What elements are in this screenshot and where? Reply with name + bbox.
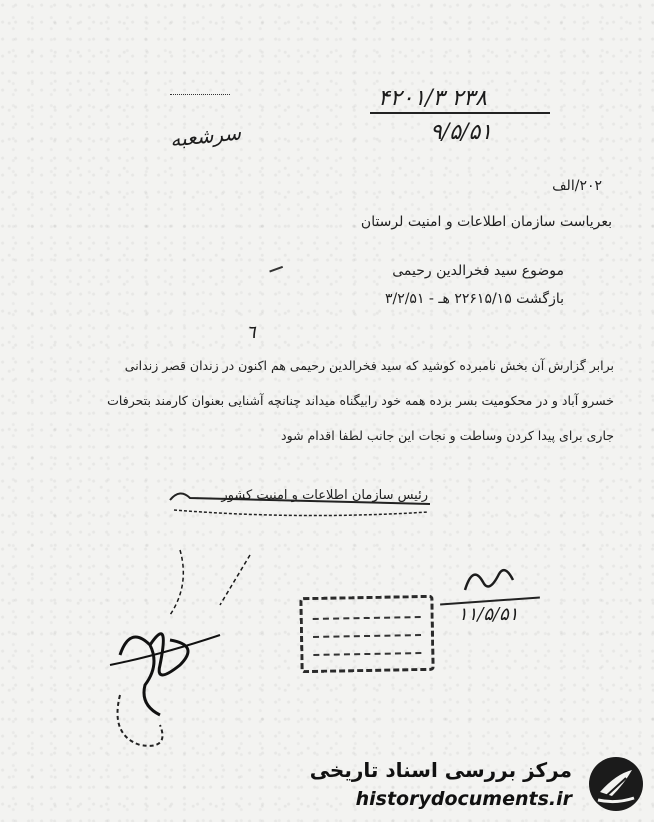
addressee: بعریاست سازمان اطلاعات و امنیت لرستان [360,214,612,230]
footer-url[interactable]: historydocuments.ir [355,788,572,810]
subject-line: موضوع سید فخرالدین رحیمی [392,263,564,279]
small-mark: ٦ [246,322,256,343]
signature [100,545,260,755]
header-date: ۹/۵/۵۱ [430,120,493,145]
body-line-3: جاری برای پیدا کردن وساطت و نجات این جانب لطفا اقدام شود [281,428,614,443]
handwritten-initial [455,560,525,600]
reference-line: بازگشت ۲۲۶۱۵/۱۵ هـ - ۳/۲/۵۱ [384,291,564,307]
closing-flourish [160,480,440,520]
body-line-1: برابر گزارش آن بخش نامبرده کوشید که سید فخرالدین رحیمی هم اکنون در زندان قصر زندانی [124,358,614,373]
stray-mark [269,266,285,277]
body-line-2: خسرو آباد و در محکومیت بسر برده همه خود رابیگناه میداند چنانچه آشنایی بعنوان کارمند بتحرفات [107,393,614,408]
handwritten-date: ۱۱/۵/۵۱ [458,604,519,625]
header-underline [370,112,550,114]
footer-title: مرکز بررسی اسناد تاریخی [309,758,572,782]
header-dash-left [170,94,230,95]
registry-stamp [299,595,434,673]
book-quill-logo-icon [586,754,646,814]
closing-title: رئیس سازمان اطلاعات و امنیت کشور [221,488,428,503]
header-left-signature: سرشعبه [168,120,243,152]
header-number: ۴۲۰۱/۳ ۲۳۸ [378,86,487,111]
ref-number: ۲۰۲/الف [552,178,602,194]
